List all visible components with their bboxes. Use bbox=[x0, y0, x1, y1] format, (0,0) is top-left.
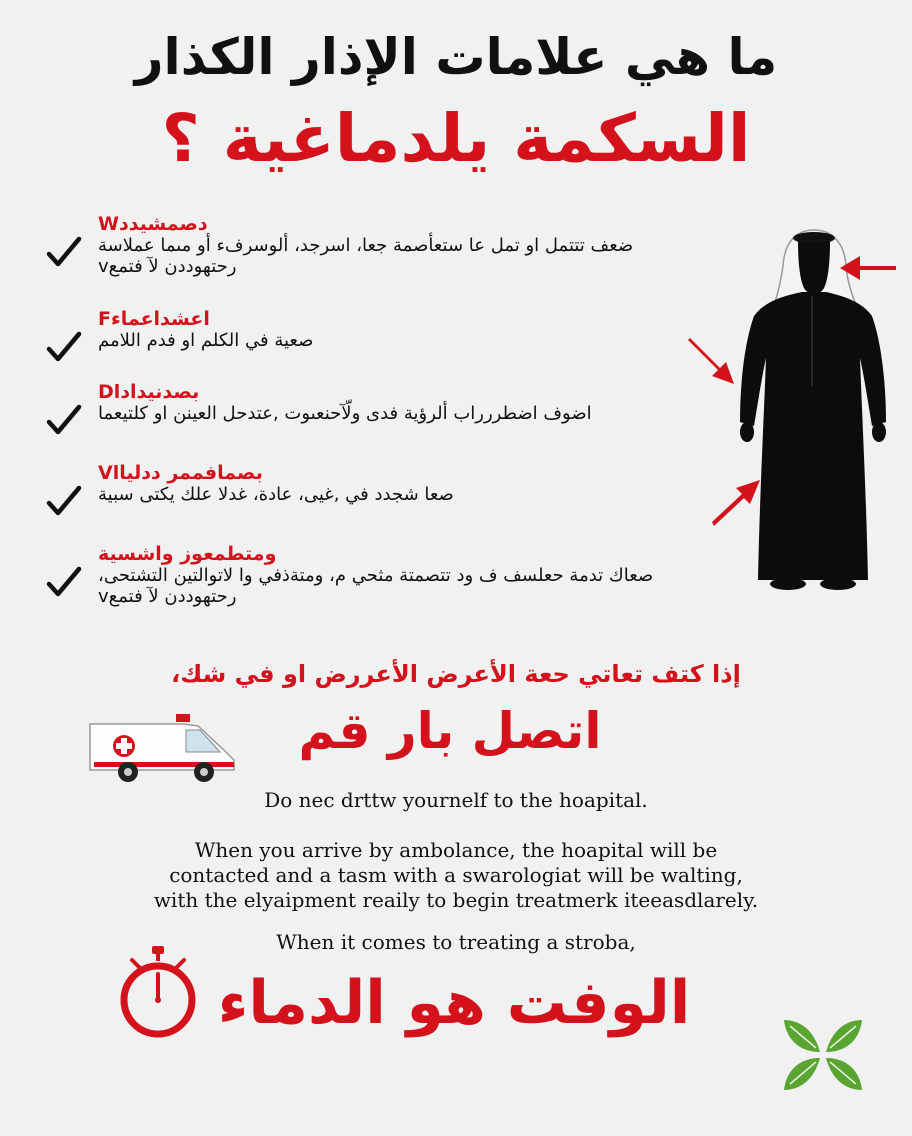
ambulance-icon bbox=[86, 706, 238, 786]
checkmark-icon bbox=[46, 403, 82, 437]
symptom-item bbox=[42, 381, 732, 431]
warning-text: إذا كتف تعاتي حعة الأعرض الأعررض او في شك، bbox=[171, 660, 741, 688]
symptom-item bbox=[42, 462, 732, 512]
symptom-description bbox=[98, 403, 738, 424]
checkmark-icon bbox=[46, 484, 82, 518]
english-paragraph-line: contacted and a tasm with a swarologiat will be walting, bbox=[169, 863, 743, 887]
checkmark-icon bbox=[46, 565, 82, 599]
english-line-3: When it comes to treating a stroba, bbox=[276, 930, 636, 954]
page-title: ما هي علامات الإذار الكذار bbox=[134, 28, 778, 86]
symptom-item bbox=[42, 543, 732, 613]
call-number-text: اتصل بار قم bbox=[298, 702, 602, 760]
english-paragraph-line: with the elyaipment reaily to begin treatmerk iteeasdlarely. bbox=[153, 888, 759, 912]
symptom-description-line: vرحتهوددن لآ فتمع bbox=[98, 256, 237, 277]
arrow-icon bbox=[838, 244, 900, 284]
page-subtitle: السكمة يلدماغية ؟ bbox=[161, 100, 751, 177]
symptom-description-line: اضوف اضطررراب ألرؤية فدى ولّآحنعىوت ,عتدحل العينن او كلتيعما bbox=[98, 403, 592, 424]
symptom-heading: Wدصمشيدد bbox=[98, 213, 208, 235]
symptom-description-line: vرحتهوددن لآ فتمع bbox=[98, 586, 237, 607]
arrow-icon bbox=[708, 476, 764, 528]
english-line-1: Do nec drttw yournelf to the hoapital. bbox=[264, 788, 648, 812]
symptom-heading: Fاعشداعماء bbox=[98, 308, 210, 330]
symptom-description bbox=[98, 235, 738, 277]
symptom-description-line: ،صعاك تدمة حعلسف ف ود تتصمتة مثحي م، ومتةذفي وا لاتوالتين التشتحى bbox=[98, 565, 654, 586]
leaf-logo-icon bbox=[780, 1012, 866, 1098]
symptom-description bbox=[98, 330, 738, 351]
symptom-item bbox=[42, 213, 732, 283]
symptom-description bbox=[98, 484, 738, 505]
english-paragraph bbox=[0, 838, 912, 913]
footer-slogan: الوفت هو الدماء bbox=[217, 968, 691, 1038]
symptom-item bbox=[42, 308, 732, 358]
symptom-description-line: صعا شجدد في ,غيى، عادة، غدلا علك يكتى سبية bbox=[98, 484, 454, 505]
symptom-description bbox=[98, 565, 738, 607]
symptom-heading: Vlبصمافممر ددلیا bbox=[98, 462, 263, 484]
symptom-heading: Dlبصدنيداد bbox=[98, 381, 200, 403]
symptom-description-line: صعية في الكلم او فدم اللامم bbox=[98, 330, 314, 351]
symptom-description-line: ضعف تتتمل او تمل عا ستعأصمة جعا، اسرجد، ألوسرفء أو مىما عملاسة bbox=[98, 235, 634, 256]
checkmark-icon bbox=[46, 330, 82, 364]
stopwatch-icon bbox=[118, 944, 198, 1040]
english-paragraph-line: When you arrive by ambolance, the hoapital will be bbox=[194, 838, 718, 862]
symptom-heading: ومتطمعوز واشسية bbox=[98, 543, 277, 565]
arrow-icon bbox=[684, 334, 736, 386]
checkmark-icon bbox=[46, 235, 82, 269]
